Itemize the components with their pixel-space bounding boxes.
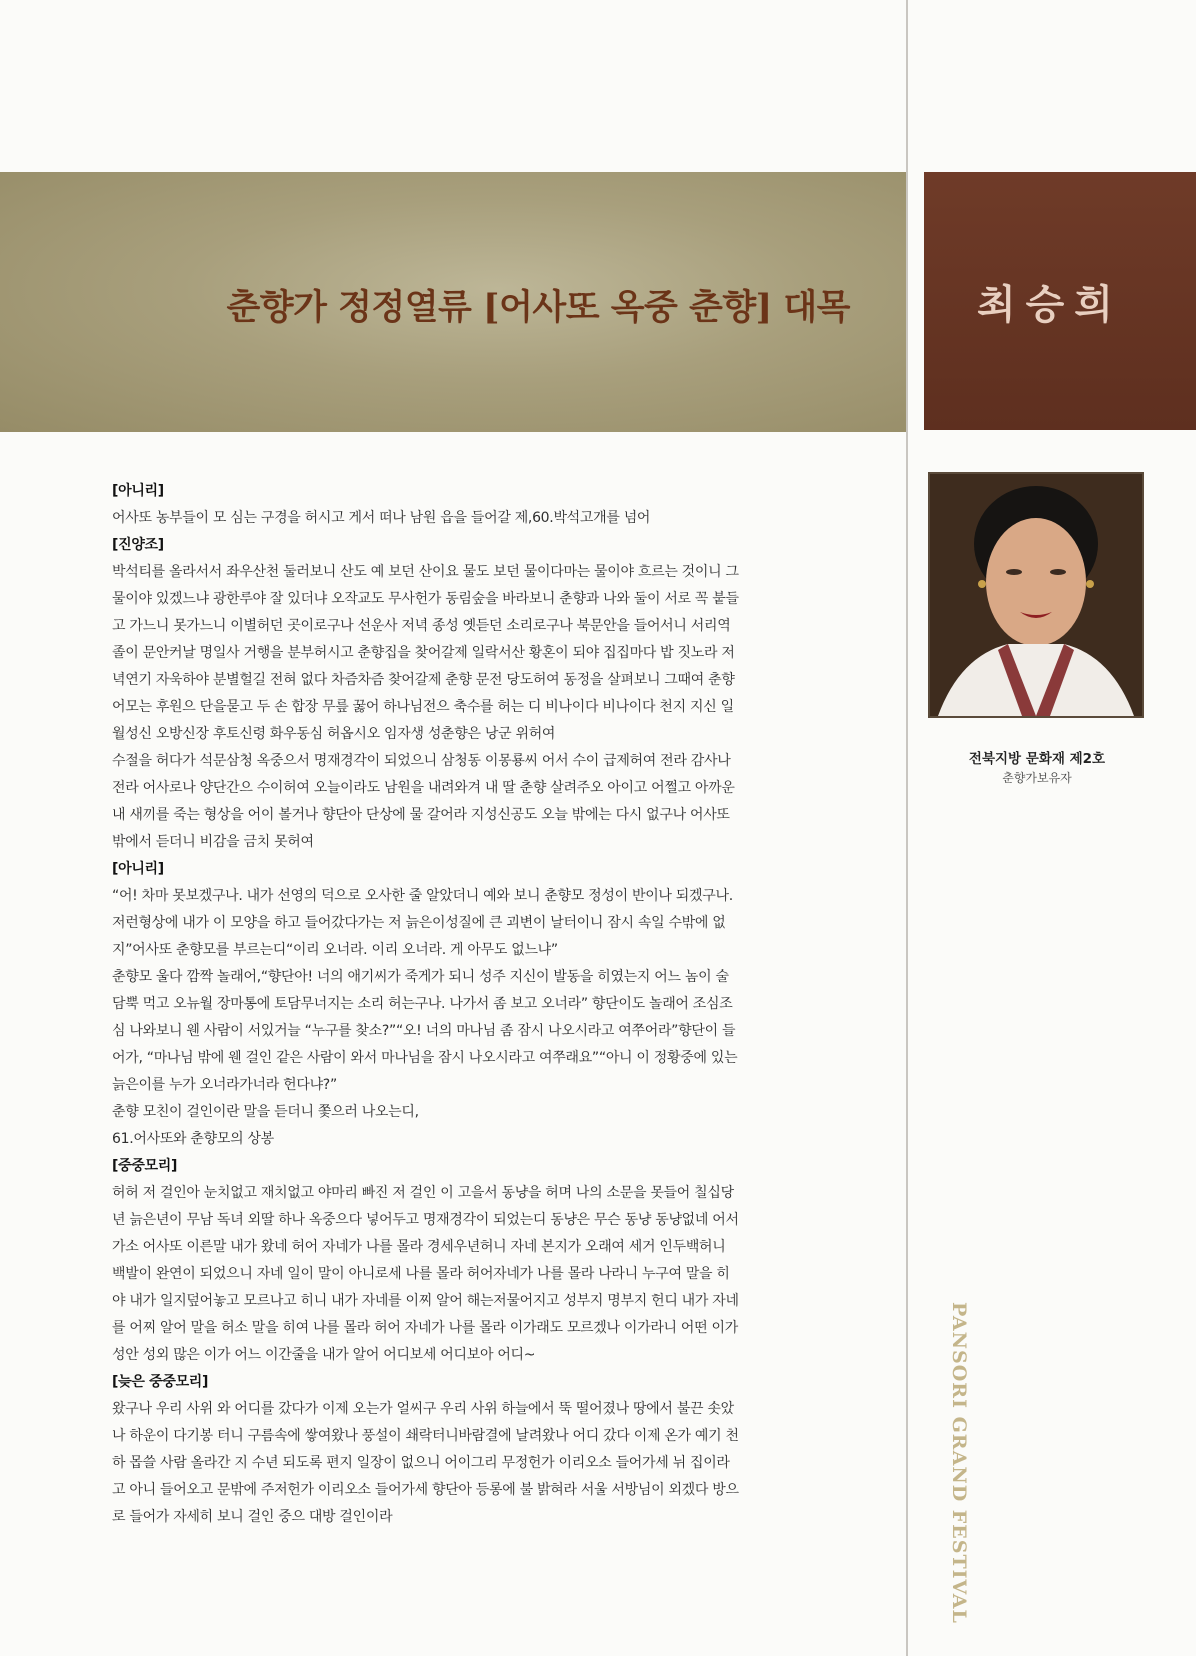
section-heading: [아니리] [112,861,164,877]
section-heading: [중중모리] [112,1158,178,1174]
page-divider [906,0,908,1656]
lyric-line: 늙은이를 누가 오너라가너라 헌다냐?” [112,1077,337,1093]
lyric-line: 밖에서 듣더니 비감을 금치 못허여 [112,834,314,850]
lyric-line: 춘향모 울다 깜짝 놀래어,“향단아! 너의 애기씨가 죽게가 되니 성주 지신이 발동을 히였는지 어느 놈이 술 [112,969,729,985]
lyric-line: 왔구나 우리 사위 와 어디를 갔다가 이제 오는가 얼씨구 우리 사위 하늘에서 뚝 떨어졌나 땅에서 불끈 솟았 [112,1401,734,1417]
performer-banner [924,172,1196,430]
lyric-line: 를 어찌 알어 말을 허소 말을 히여 나를 몰라 허어 자네가 나를 몰라 이가래도 모르겠나 이가라니 어떤 이가 [112,1320,738,1336]
heritage-role: 춘향가보유자 [1002,771,1072,785]
lyric-line: 허허 저 걸인아 눈치없고 재치없고 야마리 빠진 저 걸인 이 고을서 동냥을 허며 나의 소문을 못들어 칠십당 [112,1185,734,1201]
lyric-line: 월성신 오방신장 후토신령 화우동심 허옵시오 임자생 성춘향은 낭군 위허여 [112,726,556,742]
lyric-line: 고 아니 들어오고 문밖에 주저헌가 이리오소 들어가세 향단아 등롱에 불 밝혀라 서울 서방님이 외겠다 방으 [112,1482,739,1498]
lyric-line: 심 나와보니 웬 사람이 서있거늘 “누구를 찾소?”“오! 너의 마나님 좀 잠시 나오시라고 여쭈어라”향단이 들 [112,1023,736,1039]
lyric-line: 61.어사또와 춘향모의 상봉 [112,1131,274,1147]
lyric-line: 지”어사또 춘향모를 부르는디“이리 오너라. 이리 오너라. 게 아무도 없느냐” [112,942,558,958]
performer-portrait [928,472,1144,718]
lyric-line: 성안 성외 많은 이가 어느 이간줄을 내가 알어 어디보세 어디보아 어디~ [112,1347,536,1363]
portrait-illustration [930,474,1142,716]
lyric-line: 야 내가 일지덮어놓고 모르나고 히니 내가 자네를 이찌 알어 해는저물어지고 성부지 명부지 헌디 내가 자네 [112,1293,739,1309]
performer-name: 최승희 [977,281,1123,328]
lyric-line: 년 늙은년이 무남 독녀 외딸 하나 옥중으다 넣어두고 명재경각이 되었는디 동냥은 무슨 동냥 동냥없네 어서 [112,1212,739,1228]
title-banner [0,172,906,432]
lyric-line: 고 가느니 못가느니 이별허던 곳이로구나 선운사 저녁 종성 옛듣던 소리로구나 북문안을 들어서니 서리역 [112,618,731,634]
lyric-line: 로 들어가 자세히 보니 걸인 중으 대방 걸인이라 [112,1509,393,1525]
section-heading: [아니리] [112,483,164,499]
lyric-line: 어모는 후원으 단을묻고 두 손 합장 무릎 꿇어 하나님전으 축수를 허는 디 비나이다 비나이다 천지 지신 일 [112,699,734,715]
lyric-line: 저런형상에 내가 이 모양을 하고 들어갔다가는 저 늙은이성질에 큰 괴변이 날터이니 잠시 속일 수밖에 없 [112,915,726,931]
lyric-line: 나 하운이 다기봉 터니 구름속에 쌓여왔나 풍설이 쇄락터니바람결에 날려왔나 어디 갔다 이제 온가 예기 천 [112,1428,739,1444]
section-heading: [늦은 중중모리] [112,1374,209,1390]
section-heading: [진양조] [112,537,164,553]
lyric-line: 전라 어사로나 양단간으 수이허여 오늘이라도 남원을 내려와겨 내 딸 춘향 살려주오 아이고 어쩔고 아까운 [112,780,735,796]
lyric-line: 춘향 모친이 걸인이란 말을 듣더니 쫓으러 나오는디, [112,1104,419,1120]
lyric-line: 가소 어사또 이른말 내가 왔네 허어 자네가 나를 몰라 경세우년허니 자네 본지가 오래여 세거 인두백허니 [112,1239,726,1255]
lyric-line: 물이야 있겠느냐 광한루야 잘 있더냐 오작교도 무사헌가 동림숲을 바라보니 춘향과 나와 둘이 서로 꼭 붙들 [112,591,739,607]
lyric-line: 하 몹쓸 사람 올라간 지 수년 되도록 편지 일장이 없으니 어이그리 무정헌가 이리오소 들어가세 뉘 집이라 [112,1455,730,1471]
lyric-line: 내 새끼를 죽는 형상을 어이 볼거나 향단아 단상에 물 갈어라 지성신공도 오늘 밖에는 다시 없구나 어사또 [112,807,730,823]
lyric-line: 백발이 완연이 되었으니 자네 일이 말이 아니로세 나를 몰라 허어자네가 나를 몰라 나라니 누구여 말을 히 [112,1266,730,1282]
lyric-line: 수절을 허다가 석문삼청 옥중으서 명재경각이 되었으니 삼청동 이몽룡씨 어서 수이 급제허여 전라 감사나 [112,753,731,769]
portrait-caption [924,747,1150,786]
lyric-line: 박석티를 올라서서 좌우산천 둘러보니 산도 예 보던 산이요 물도 보던 물이다마는 물이야 흐르는 것이니 그 [112,564,739,580]
lyric-line: 담뿍 먹고 오뉴월 장마통에 토담무너지는 소리 허는구나. 나가서 좀 보고 오너라” 향단이도 놀래어 조심조 [112,996,733,1012]
lyric-line: “어! 차마 못보겠구나. 내가 선영의 덕으로 오사한 줄 알았더니 예와 보니 춘향모 정성이 반이나 되겠구나. [112,888,733,904]
lyric-line: 어사또 농부들이 모 심는 구경을 허시고 게서 떠나 남원 읍을 들어갈 제,60.박석고개를 넘어 [112,510,651,526]
lyrics-body [112,478,852,1531]
lyric-line: 녁연기 자욱하야 분별헐길 전혀 없다 차즘차즘 찾어갈제 춘향 문전 당도허여 동정을 살펴보니 그때여 춘향 [112,672,735,688]
lyric-line: 어가, “마나님 밖에 웬 걸인 같은 사람이 와서 마나님을 잠시 나오시라고 여쭈래요”“아니 이 정황중에 있는 [112,1050,738,1066]
lyric-line: 졸이 문안커날 명일사 거행을 분부허시고 춘향집을 찾어갈제 일락서산 황혼이 되야 집집마다 밥 짓노라 저 [112,645,735,661]
festival-side-text: PANSORI GRAND FESTIVAL [948,1302,970,1624]
piece-title: 춘향가 정정열류 [어사또 옥중 춘향] 대목 [226,287,850,328]
heritage-designation: 전북지방 문화재 제2호 [968,751,1106,767]
